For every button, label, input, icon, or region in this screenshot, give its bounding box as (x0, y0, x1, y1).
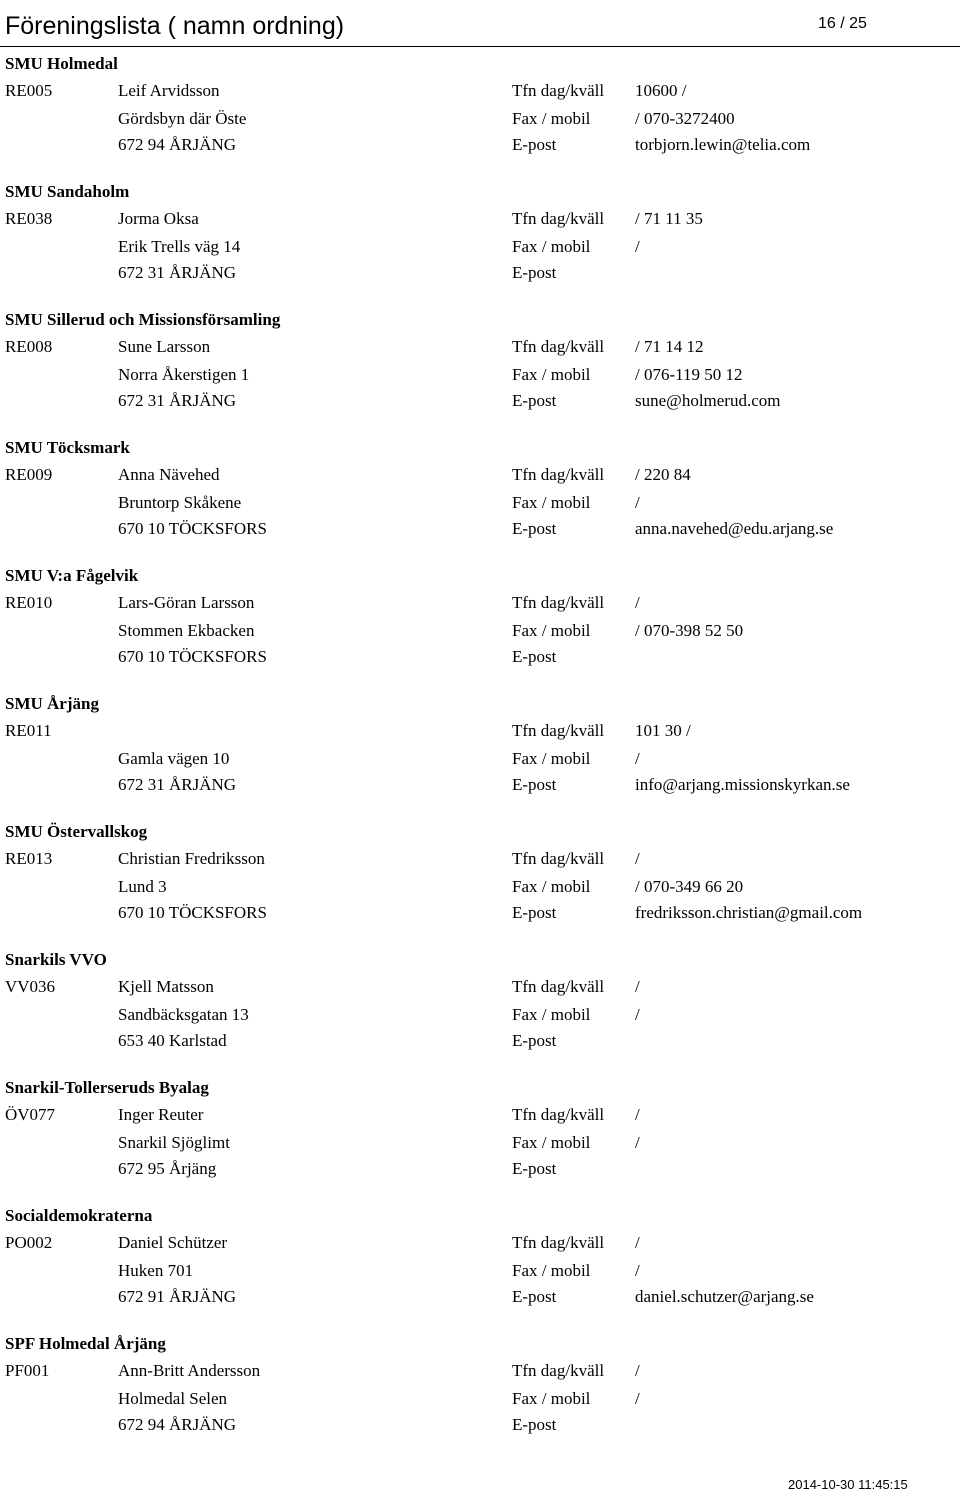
address-line: Kjell Matsson (118, 977, 214, 996)
entry-line (0, 78, 960, 105)
page-header (0, 0, 960, 47)
entry-line (0, 590, 960, 617)
fax-label: Fax / mobil (512, 365, 591, 384)
email-label: E-post (512, 519, 557, 538)
organization-code: RE010 (5, 593, 53, 612)
phone-label: Tfn dag/kväll (512, 465, 605, 484)
address-line: Sandbäcksgatan 13 (118, 1005, 249, 1024)
address-line: 670 10 TÖCKSFORS (118, 647, 267, 666)
organization-entry (0, 564, 960, 692)
entry-line (0, 718, 960, 745)
entry-line (0, 900, 960, 927)
entry-line (0, 388, 960, 415)
address-line: 670 10 TÖCKSFORS (118, 519, 267, 538)
address-line: Jorma Oksa (118, 209, 199, 228)
organization-name: SMU V:a Fågelvik (5, 566, 139, 585)
fax-label: Fax / mobil (512, 237, 591, 256)
fax-value: / (635, 749, 640, 768)
entry-line (0, 1156, 960, 1183)
address-line: 672 31 ÅRJÄNG (118, 263, 237, 282)
fax-value: / 070-3272400 (635, 109, 735, 128)
phone-value: / (635, 1361, 640, 1380)
organization-name: SMU Holmedal (5, 54, 118, 73)
email-label: E-post (512, 1159, 557, 1178)
address-line: Snarkil Sjöglimt (118, 1133, 230, 1152)
entry-line (0, 490, 960, 517)
entry-line (0, 106, 960, 133)
fax-label: Fax / mobil (512, 1133, 591, 1152)
organization-name: SMU Östervallskog (5, 822, 148, 841)
organization-code: PO002 (5, 1233, 53, 1252)
phone-label: Tfn dag/kväll (512, 1105, 605, 1124)
entry-line (0, 1386, 960, 1413)
address-line: Bruntorp Skåkene (118, 493, 242, 512)
address-line: Lund 3 (118, 877, 167, 896)
email-label: E-post (512, 135, 557, 154)
fax-value: / (635, 493, 640, 512)
fax-value: / 070-398 52 50 (635, 621, 744, 640)
fax-label: Fax / mobil (512, 877, 591, 896)
entry-line (0, 1230, 960, 1257)
email-label: E-post (512, 391, 557, 410)
entry-line (0, 1028, 960, 1055)
phone-value: 10600 / (635, 81, 687, 100)
organization-entry (0, 180, 960, 308)
entry-line (0, 260, 960, 287)
organization-entry (0, 1076, 960, 1204)
address-line: Sune Larsson (118, 337, 211, 356)
email-value: info@arjang.missionskyrkan.se (635, 775, 850, 794)
phone-label: Tfn dag/kväll (512, 81, 605, 100)
print-timestamp: 2014-10-30 11:45:15 (788, 1477, 908, 1492)
email-value: daniel.schutzer@arjang.se (635, 1287, 814, 1306)
email-label: E-post (512, 263, 557, 282)
phone-label: Tfn dag/kväll (512, 1361, 605, 1380)
entry-line (0, 1284, 960, 1311)
phone-label: Tfn dag/kväll (512, 721, 605, 740)
phone-value: / (635, 1233, 640, 1252)
organization-code: RE009 (5, 465, 53, 484)
phone-value: / 71 14 12 (635, 337, 704, 356)
email-value: torbjorn.lewin@telia.com (635, 135, 811, 154)
organization-name: Socialdemokraterna (5, 1206, 153, 1225)
phone-value: / (635, 977, 640, 996)
organization-name: SMU Sillerud och Missionsförsamling (5, 310, 281, 329)
organization-entry (0, 1204, 960, 1332)
organization-name: SMU Årjäng (5, 694, 99, 713)
address-line: 670 10 TÖCKSFORS (118, 903, 267, 922)
organization-entry (0, 308, 960, 436)
organization-entry (0, 820, 960, 948)
phone-label: Tfn dag/kväll (512, 849, 605, 868)
email-label: E-post (512, 1415, 557, 1434)
organization-entry (0, 692, 960, 820)
organization-entry (0, 1332, 960, 1460)
address-line: Christian Fredriksson (118, 849, 265, 868)
entry-line (0, 618, 960, 645)
phone-value: / (635, 1105, 640, 1124)
entry-line (0, 206, 960, 233)
organization-code: RE013 (5, 849, 53, 868)
organization-entry (0, 948, 960, 1076)
address-line: Leif Arvidsson (118, 81, 220, 100)
email-value: sune@holmerud.com (635, 391, 781, 410)
email-label: E-post (512, 775, 557, 794)
phone-label: Tfn dag/kväll (512, 977, 605, 996)
fax-label: Fax / mobil (512, 621, 591, 640)
entry-line (0, 874, 960, 901)
fax-value: / (635, 1005, 640, 1024)
address-line: 672 91 ÅRJÄNG (118, 1287, 237, 1306)
email-label: E-post (512, 1287, 557, 1306)
entry-line (0, 362, 960, 389)
entry-line (0, 462, 960, 489)
organization-entry (0, 52, 960, 180)
page-number: 16 / 25 (818, 15, 867, 32)
phone-label: Tfn dag/kväll (512, 209, 605, 228)
address-line: Stommen Ekbacken (118, 621, 255, 640)
phone-value: / (635, 593, 640, 612)
fax-value: / (635, 237, 640, 256)
organization-list (0, 52, 960, 1460)
address-line: 672 31 ÅRJÄNG (118, 391, 237, 410)
fax-label: Fax / mobil (512, 1261, 591, 1280)
address-line: 672 94 ÅRJÄNG (118, 135, 237, 154)
entry-line (0, 1358, 960, 1385)
email-label: E-post (512, 647, 557, 666)
email-value: fredriksson.christian@gmail.com (635, 903, 863, 922)
entry-line (0, 1258, 960, 1285)
fax-value: / (635, 1133, 640, 1152)
organization-code: RE005 (5, 81, 53, 100)
organization-name: SMU Töcksmark (5, 438, 130, 457)
address-line: 672 94 ÅRJÄNG (118, 1415, 237, 1434)
address-line: 653 40 Karlstad (118, 1031, 227, 1050)
entry-line (0, 846, 960, 873)
fax-label: Fax / mobil (512, 749, 591, 768)
address-line: Huken 701 (118, 1261, 194, 1280)
entry-line (0, 772, 960, 799)
organization-code: RE008 (5, 337, 53, 356)
address-line: Norra Åkerstigen 1 (118, 365, 250, 384)
entry-line (0, 1102, 960, 1129)
organization-code: PF001 (5, 1361, 50, 1380)
address-line: Inger Reuter (118, 1105, 204, 1124)
phone-value: / 71 11 35 (635, 209, 703, 228)
phone-value: / 220 84 (635, 465, 691, 484)
fax-label: Fax / mobil (512, 109, 591, 128)
phone-label: Tfn dag/kväll (512, 337, 605, 356)
organization-name: Snarkils VVO (5, 950, 107, 969)
email-label: E-post (512, 903, 557, 922)
phone-label: Tfn dag/kväll (512, 1233, 605, 1252)
entry-line (0, 516, 960, 543)
fax-label: Fax / mobil (512, 493, 591, 512)
fax-value: / (635, 1261, 640, 1280)
address-line: Gamla vägen 10 (118, 749, 230, 768)
entry-line (0, 1412, 960, 1439)
entry-line (0, 974, 960, 1001)
page-title: Föreningslista ( namn ordning) (5, 12, 345, 40)
entry-line (0, 1130, 960, 1157)
fax-value: / 070-349 66 20 (635, 877, 744, 896)
email-label: E-post (512, 1031, 557, 1050)
address-line: Lars-Göran Larsson (118, 593, 255, 612)
fax-label: Fax / mobil (512, 1389, 591, 1408)
phone-label: Tfn dag/kväll (512, 593, 605, 612)
address-line: 672 95 Årjäng (118, 1159, 217, 1178)
email-value: anna.navehed@edu.arjang.se (635, 519, 834, 538)
entry-line (0, 644, 960, 671)
fax-label: Fax / mobil (512, 1005, 591, 1024)
organization-name: Snarkil-Tollerseruds Byalag (5, 1078, 209, 1097)
organization-name: SMU Sandaholm (5, 182, 130, 201)
address-line: Gördsbyn där Öste (118, 109, 247, 128)
phone-value: 101 30 / (635, 721, 691, 740)
organization-name: SPF Holmedal Årjäng (5, 1334, 166, 1353)
entry-line (0, 132, 960, 159)
organization-entry (0, 436, 960, 564)
organization-code: ÖV077 (5, 1105, 56, 1124)
organization-code: RE038 (5, 209, 53, 228)
entry-line (0, 746, 960, 773)
entry-line (0, 1002, 960, 1029)
fax-value: / 076-119 50 12 (635, 365, 743, 384)
entry-line (0, 234, 960, 261)
fax-value: / (635, 1389, 640, 1408)
address-line: 672 31 ÅRJÄNG (118, 775, 237, 794)
address-line: Ann-Britt Andersson (118, 1361, 261, 1380)
address-line: Anna Nävehed (118, 465, 220, 484)
address-line: Daniel Schützer (118, 1233, 228, 1252)
phone-value: / (635, 849, 640, 868)
entry-line (0, 334, 960, 361)
address-line: Erik Trells väg 14 (118, 237, 241, 256)
organization-code: VV036 (5, 977, 56, 996)
address-line: Holmedal Selen (118, 1389, 228, 1408)
organization-code: RE011 (5, 721, 52, 740)
